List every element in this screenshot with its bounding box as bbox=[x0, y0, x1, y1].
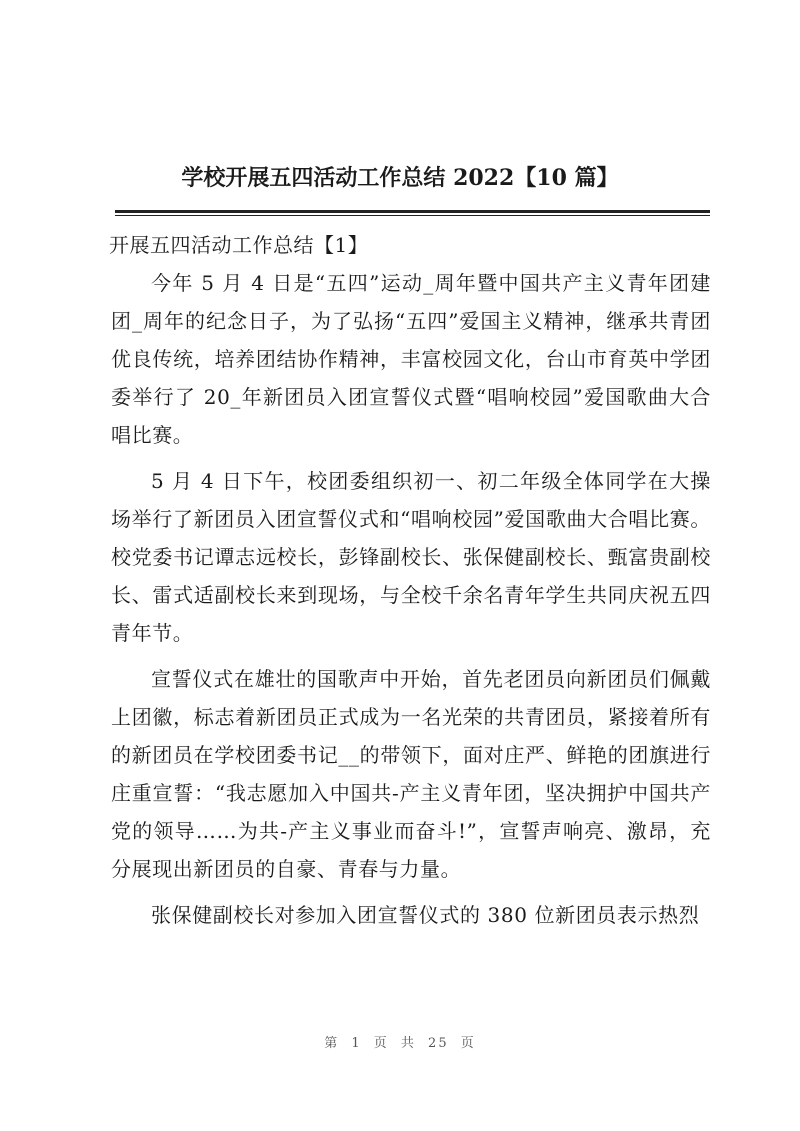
paragraph-3: 宣誓仪式在雄壮的国歌声中开始，首先老团员向新团员们佩戴上团徽，标志着新团员正式成为一名光荣的共青团员，紧接着所有的新团员在学校团委书记__的带领下，面对庄严、鲜艳的团旗进行庄重宣誓：“我志愿加入中国共-产主义青年团，坚决拥护中国共产党的领导……为共-产主义事业而奋斗!”，宣誓声响亮、激昂，充分展现出新团员的自豪、青春与力量。 bbox=[111, 667, 711, 881]
section-heading: 开展五四活动工作总结【1】 bbox=[109, 233, 369, 257]
paragraph-1: 今年 5 月 4 日是“五四”运动_周年暨中国共产主义青年团建团_周年的纪念日子，为了弘扬“五四”爱国主义精神，继承共青团优良传统，培养团结协作精神，丰富校园文化，台山市育英中学团委举行了 20_年新团员入团宣誓仪式暨“唱响校园”爱国歌曲大合唱比赛。 bbox=[111, 271, 711, 447]
paragraph-2: 5 月 4 日下午，校团委组织初一、初二年级全体同学在大操场举行了新团员入团宣誓仪式和“唱响校园”爱国歌曲大合唱比赛。校党委书记谭志远校长，彭锋副校长、张保健副校长、甄富贵副校长、雷式适副校长来到现场，与全校千余名青年学生共同庆祝五四青年节。 bbox=[111, 469, 711, 645]
title-divider-thin bbox=[115, 215, 710, 216]
title-divider bbox=[115, 210, 710, 213]
document-body bbox=[111, 226, 711, 942]
paragraph-4: 张保健副校长对参加入团宣誓仪式的 380 位新团员表示热烈 bbox=[151, 903, 700, 927]
document-title: 学校开展五四活动工作总结 2022【10 篇】 bbox=[181, 165, 619, 191]
page-number-footer: 第 1 页 共 25 页 bbox=[324, 1036, 476, 1051]
